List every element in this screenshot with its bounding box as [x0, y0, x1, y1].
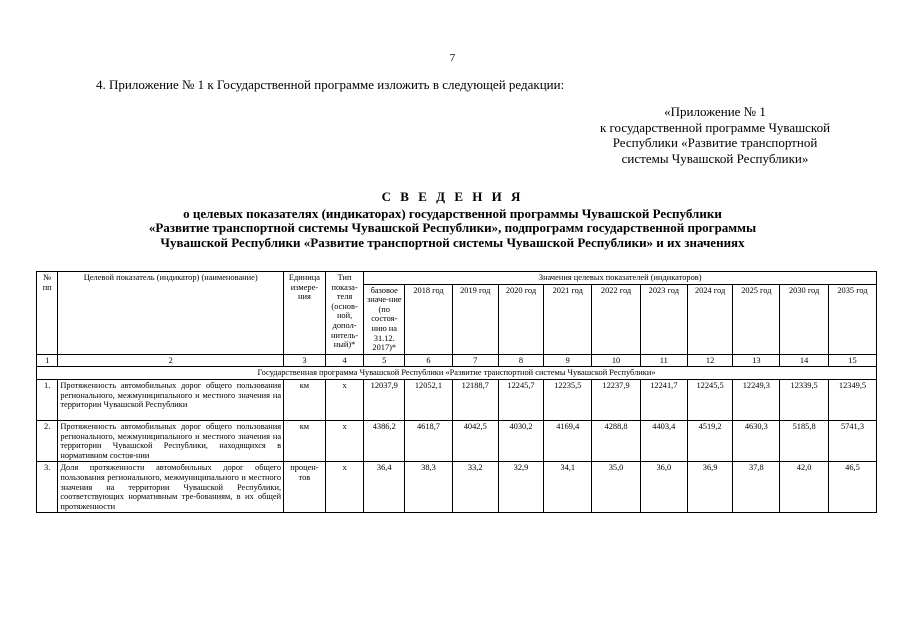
header-year: 2018 год — [405, 284, 453, 354]
row-value: 4386,2 — [364, 420, 405, 461]
row-value: 12249,3 — [733, 379, 780, 420]
row-value: 35,0 — [592, 462, 641, 513]
row-value: 12037,9 — [364, 379, 405, 420]
column-number: 7 — [452, 354, 498, 367]
title-line: Чувашской Республики «Развитие транспортной системы Чувашской Республики» и их значениях — [160, 234, 745, 250]
indicators-table — [36, 271, 877, 513]
row-value: 12052,1 — [405, 379, 453, 420]
column-number: 5 — [364, 354, 405, 367]
row-value: 4169,4 — [544, 420, 592, 461]
table-row — [37, 420, 877, 461]
title-line: «Развитие транспортной системы Чувашской Республики», подпрограмм государственной программы — [148, 220, 757, 235]
row-value: 4288,8 — [592, 420, 641, 461]
header-year: 2030 год — [780, 284, 829, 354]
column-number: 2 — [58, 354, 284, 367]
row-type: х — [325, 420, 364, 461]
table-row — [37, 379, 877, 420]
appendix-line: «Приложение № 1 — [664, 104, 766, 119]
row-value: 12235,5 — [544, 379, 592, 420]
header-year: 2020 год — [498, 284, 544, 354]
row-type: х — [325, 462, 364, 513]
column-number: 15 — [829, 354, 877, 367]
appendix-reference — [580, 104, 850, 166]
title-heading: С В Е Д Е Н И Я — [381, 189, 524, 204]
row-value: 4519,2 — [687, 420, 733, 461]
column-number: 10 — [592, 354, 641, 367]
row-unit: км — [284, 420, 326, 461]
row-value: 36,4 — [364, 462, 405, 513]
row-value: 42,0 — [780, 462, 829, 513]
row-value: 33,2 — [452, 462, 498, 513]
row-value: 4030,2 — [498, 420, 544, 461]
document-title — [0, 190, 905, 250]
header-year: 2021 год — [544, 284, 592, 354]
row-value: 12245,5 — [687, 379, 733, 420]
header-year: 2023 год — [640, 284, 687, 354]
row-value: 12241,7 — [640, 379, 687, 420]
row-value: 12339,5 — [780, 379, 829, 420]
header-unit: Единица измере-ния — [284, 272, 326, 355]
row-value: 46,5 — [829, 462, 877, 513]
title-line: о целевых показателях (индикаторах) государственной программы Чувашской Республики — [183, 205, 722, 221]
row-value: 5741,3 — [829, 420, 877, 461]
row-num: 2. — [37, 420, 58, 461]
row-value: 12188,7 — [452, 379, 498, 420]
row-value: 36,0 — [640, 462, 687, 513]
column-number: 12 — [687, 354, 733, 367]
appendix-line: Республики «Развитие транспортной — [612, 135, 818, 150]
header-num: № пп — [37, 272, 58, 355]
row-value: 34,1 — [544, 462, 592, 513]
row-indicator: Протяженность автомобильных дорог общего пользования регионального, межмуниципального и местного значения на территории Чувашской Республики — [58, 379, 284, 420]
page-number: 7 — [449, 52, 456, 64]
appendix-line: системы Чувашской Республики» — [621, 150, 809, 166]
table-row — [37, 462, 877, 513]
column-number: 3 — [284, 354, 326, 367]
row-unit: км — [284, 379, 326, 420]
row-indicator: Доля протяженности автомобильных дорог общего пользования регионального, межмуниципального и местного значения на территории Чувашской Республики, соответствующих нормативным тре-бованиям, в их общей протяженности — [58, 462, 284, 513]
header-year: 2022 год — [592, 284, 641, 354]
row-value: 36,9 — [687, 462, 733, 513]
header-values-group: Значения целевых показателей (индикаторов) — [364, 272, 877, 285]
row-value: 12237,9 — [592, 379, 641, 420]
row-num: 3. — [37, 462, 58, 513]
row-num: 1. — [37, 379, 58, 420]
column-numbers-row — [37, 354, 877, 367]
header-row — [37, 272, 877, 285]
row-value: 4042,5 — [452, 420, 498, 461]
column-number: 6 — [405, 354, 453, 367]
row-value: 4403,4 — [640, 420, 687, 461]
row-value: 38,3 — [405, 462, 453, 513]
column-number: 1 — [37, 354, 58, 367]
column-number: 13 — [733, 354, 780, 367]
column-number: 8 — [498, 354, 544, 367]
column-number: 4 — [325, 354, 364, 367]
row-unit: процен-тов — [284, 462, 326, 513]
intro-paragraph: 4. Приложение № 1 к Государственной программе изложить в следующей редакции: — [96, 77, 565, 92]
header-year: 2024 год — [687, 284, 733, 354]
row-indicator: Протяженность автомобильных дорог общего пользования регионального, межмуниципального и местного значения на территории Чувашской Республики, находящихся в нормативном состоя-нии — [58, 420, 284, 461]
row-type: х — [325, 379, 364, 420]
row-value: 5185,8 — [780, 420, 829, 461]
column-number: 14 — [780, 354, 829, 367]
row-value: 37,8 — [733, 462, 780, 513]
column-number: 11 — [640, 354, 687, 367]
header-year: 2019 год — [452, 284, 498, 354]
section-row — [37, 367, 877, 380]
header-type: Тип показа-теля (основ-ной, допол-нитель-ный)* — [325, 272, 364, 355]
appendix-line: к государственной программе Чувашской — [599, 119, 831, 135]
header-base: базовое значе-ние (по состоя-нию на 31.12. 2017)* — [364, 284, 405, 354]
row-value: 4630,3 — [733, 420, 780, 461]
column-number: 9 — [544, 354, 592, 367]
row-value: 12349,5 — [829, 379, 877, 420]
section-title: Государственная программа Чувашской Республики «Развитие транспортной системы Чувашской Республики» — [37, 367, 877, 380]
header-indicator: Целевой показатель (индикатор) (наименование) — [58, 272, 284, 355]
row-value: 32,9 — [498, 462, 544, 513]
row-value: 12245,7 — [498, 379, 544, 420]
header-year: 2025 год — [733, 284, 780, 354]
header-year: 2035 год — [829, 284, 877, 354]
row-value: 4618,7 — [405, 420, 453, 461]
